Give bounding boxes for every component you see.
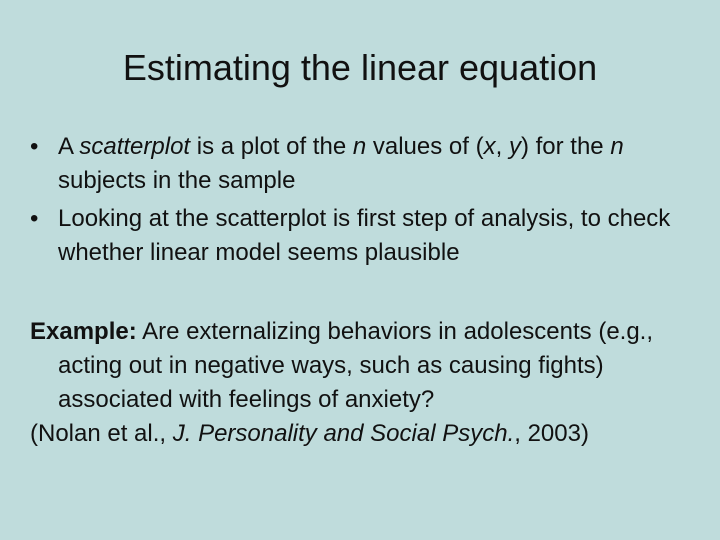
text-run: ) for the: [520, 133, 611, 160]
var-y: y: [508, 133, 521, 160]
example-label: Example:: [30, 318, 137, 345]
text-run: ,: [495, 133, 509, 160]
bullet-item-scatterplot: [30, 130, 700, 198]
citation: [30, 417, 700, 451]
citation-year: , 2003): [514, 420, 589, 447]
example-block: [30, 315, 700, 451]
term-scatterplot: scatterplot: [79, 133, 191, 160]
bullet-text: Looking at the scatterplot is first step of analysis, to check whether linear model seems plausible: [58, 205, 671, 266]
text-run: is a plot of the: [190, 133, 353, 160]
citation-authors: (Nolan et al.,: [30, 420, 173, 447]
bullet-text: [58, 133, 624, 194]
text-run: subjects in the sample: [58, 167, 296, 194]
slide-title: Estimating the linear equation: [122, 47, 598, 88]
var-n: n: [352, 133, 367, 160]
bullet-mark: •: [30, 133, 39, 160]
example-paragraph: [30, 315, 700, 417]
citation-journal: J. Personality and Social Psych.: [172, 420, 515, 447]
bullet-item-analysis: [30, 202, 700, 270]
text-run: values of (: [366, 133, 484, 160]
var-n: n: [610, 133, 624, 160]
bullet-list: [30, 130, 700, 274]
var-x: x: [483, 133, 496, 160]
example-text: Are externalizing behaviors in adolescents (e.g., acting out in negative ways, such as causing fights) associated with feelings of anxiety?: [58, 318, 654, 413]
text-run: A: [58, 133, 80, 160]
bullet-mark: •: [30, 205, 39, 232]
